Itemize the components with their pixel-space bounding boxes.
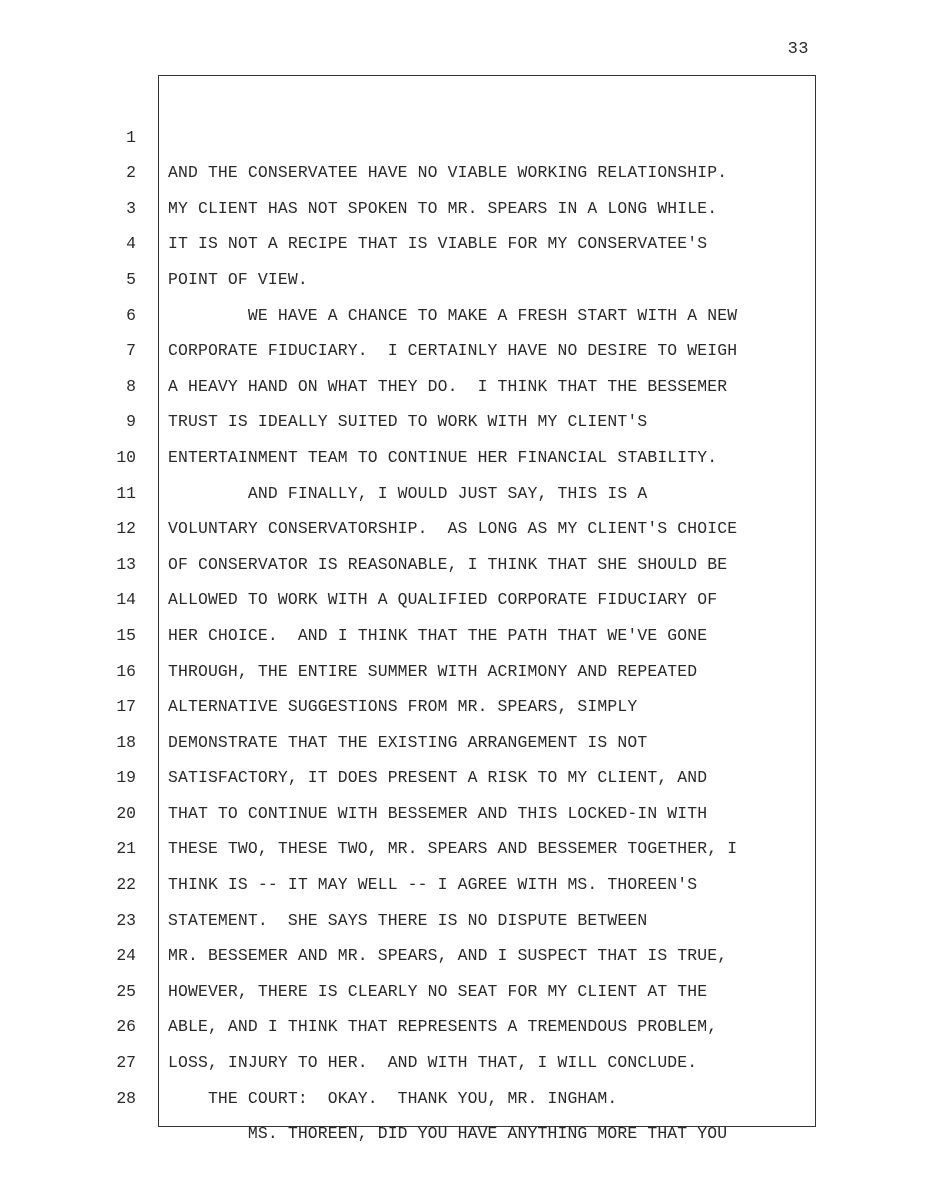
line-number: 5 [126, 269, 136, 289]
line-text: TRUST IS IDEALLY SUITED TO WORK WITH MY CLIENT'S [168, 412, 648, 432]
line-number: 16 [116, 661, 136, 681]
line-number: 18 [116, 732, 136, 752]
line-number: 24 [116, 946, 136, 966]
line-text: SATISFACTORY, IT DOES PRESENT A RISK TO MY CLIENT, AND [168, 768, 708, 788]
line-number: 4 [126, 234, 136, 254]
line-number: 6 [126, 305, 136, 325]
line-number: 22 [116, 875, 136, 895]
line-number: 9 [126, 412, 136, 432]
line-text: CORPORATE FIDUCIARY. I CERTAINLY HAVE NO DESIRE TO WEIGH [168, 341, 738, 361]
line-number: 3 [126, 198, 136, 218]
line-text: ALLOWED TO WORK WITH A QUALIFIED CORPORATE FIDUCIARY OF [168, 590, 718, 610]
line-text: WE HAVE A CHANCE TO MAKE A FRESH START WITH A NEW [168, 305, 738, 325]
line-number: 14 [116, 590, 136, 610]
line-text: MY CLIENT HAS NOT SPOKEN TO MR. SPEARS IN A LONG WHILE. [168, 198, 718, 218]
line-number: 12 [116, 519, 136, 539]
line-number: 20 [116, 803, 136, 823]
line-number: 11 [116, 483, 136, 503]
line-text: HER CHOICE. AND I THINK THAT THE PATH THAT WE'VE GONE [168, 625, 708, 645]
line-text: IT IS NOT A RECIPE THAT IS VIABLE FOR MY CONSERVATEE'S [168, 234, 708, 254]
line-number: 15 [116, 625, 136, 645]
transcript-line [0, 84, 927, 183]
line-number: 23 [116, 910, 136, 930]
line-number: 19 [116, 768, 136, 788]
line-text: ALTERNATIVE SUGGESTIONS FROM MR. SPEARS, SIMPLY [168, 697, 638, 717]
line-text: MR. BESSEMER AND MR. SPEARS, AND I SUSPECT THAT IS TRUE, [168, 946, 728, 966]
line-text: THE COURT: OKAY. THANK YOU, MR. INGHAM. [168, 1088, 618, 1108]
line-number: 27 [116, 1053, 136, 1073]
line-text: A HEAVY HAND ON WHAT THEY DO. I THINK THAT THE BESSEMER [168, 376, 728, 396]
line-text: VOLUNTARY CONSERVATORSHIP. AS LONG AS MY CLIENT'S CHOICE [168, 519, 738, 539]
line-text: LOSS, INJURY TO HER. AND WITH THAT, I WILL CONCLUDE. [168, 1053, 698, 1073]
transcript-lines [0, 84, 927, 1144]
line-text: AND THE CONSERVATEE HAVE NO VIABLE WORKING RELATIONSHIP. [168, 163, 728, 183]
line-number: 2 [126, 163, 136, 183]
line-number: 28 [116, 1088, 136, 1108]
line-number: 13 [116, 554, 136, 574]
line-text: MS. THOREEN, DID YOU HAVE ANYTHING MORE THAT YOU [168, 1124, 728, 1144]
line-number: 1 [126, 127, 136, 147]
line-text: DEMONSTRATE THAT THE EXISTING ARRANGEMENT IS NOT [168, 732, 648, 752]
line-text: ENTERTAINMENT TEAM TO CONTINUE HER FINANCIAL STABILITY. [168, 447, 718, 467]
line-text: THROUGH, THE ENTIRE SUMMER WITH ACRIMONY AND REPEATED [168, 661, 698, 681]
line-text: ABLE, AND I THINK THAT REPRESENTS A TREMENDOUS PROBLEM, [168, 1017, 718, 1037]
line-text: OF CONSERVATOR IS REASONABLE, I THINK THAT SHE SHOULD BE [168, 554, 728, 574]
line-number: 10 [116, 447, 136, 467]
line-text: THAT TO CONTINUE WITH BESSEMER AND THIS LOCKED-IN WITH [168, 803, 708, 823]
line-number: 7 [126, 341, 136, 361]
page-number: 33 [787, 40, 809, 59]
line-number: 17 [116, 697, 136, 717]
line-text: THESE TWO, THESE TWO, MR. SPEARS AND BESSEMER TOGETHER, I [168, 839, 738, 859]
line-text: THINK IS -- IT MAY WELL -- I AGREE WITH MS. THOREEN'S [168, 875, 698, 895]
line-text: POINT OF VIEW. [168, 269, 308, 289]
line-text: STATEMENT. SHE SAYS THERE IS NO DISPUTE BETWEEN [168, 910, 648, 930]
line-text: AND FINALLY, I WOULD JUST SAY, THIS IS A [168, 483, 648, 503]
line-number: 8 [126, 376, 136, 396]
line-number: 25 [116, 981, 136, 1001]
line-number: 21 [116, 839, 136, 859]
line-text: HOWEVER, THERE IS CLEARLY NO SEAT FOR MY CLIENT AT THE [168, 981, 708, 1001]
line-number: 26 [116, 1017, 136, 1037]
